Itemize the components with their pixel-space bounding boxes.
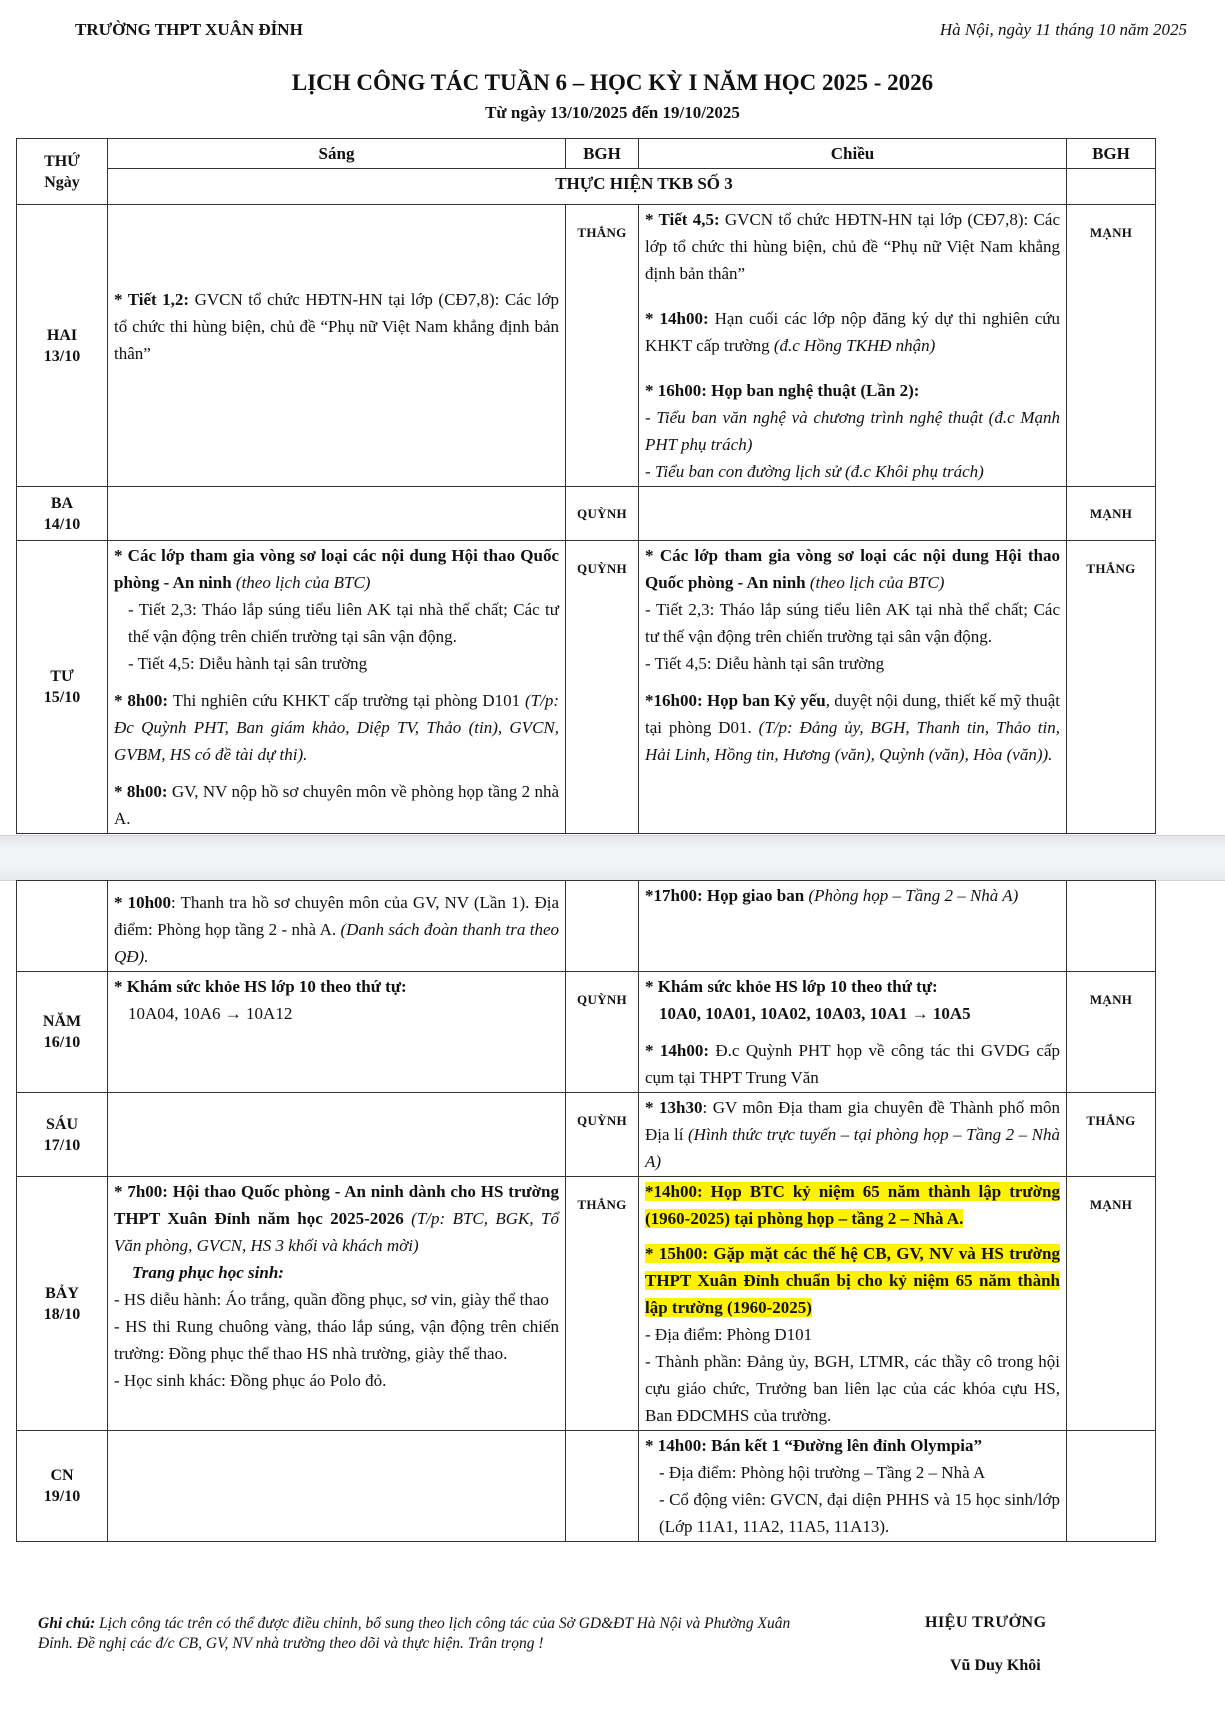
monday-morning: * Tiết 1,2: GVCN tổ chức HĐTN-HN tại lớp (CĐ7,8): Các lớp tổ chức thi hùng biện, chủ đề “Phụ nữ Việt Nam khẳng định bản thân” xyxy=(108,205,566,487)
wednesday-morning-cont: * 10h00: Thanh tra hồ sơ chuyên môn của GV, NV (Lần 1). Địa điểm: Phòng họp tầng 2 - nhà A. (Danh sách đoàn thanh tra theo QĐ). xyxy=(108,881,566,972)
day-cell-thursday: NĂM 16/10 xyxy=(17,972,108,1093)
signature-name: Vũ Duy Khôi xyxy=(950,1657,1041,1674)
col-day-header: THỨ Ngày xyxy=(17,139,108,205)
thursday-morning: * Khám sức khỏe HS lớp 10 theo thứ tự: 10A04, 10A6 → 10A12 xyxy=(108,972,566,1093)
col-morning-header: Sáng xyxy=(108,139,566,169)
schedule-table-part-1 xyxy=(16,138,1156,834)
row-friday xyxy=(17,1093,1156,1177)
row-saturday xyxy=(17,1177,1156,1431)
row-tuesday xyxy=(17,487,1156,541)
day-cell-wednesday: TƯ 15/10 xyxy=(17,541,108,834)
saturday-afternoon: *14h00: Họp BTC kỷ niệm 65 năm thành lập trường (1960-2025) tại phòng họp – tầng 2 – Nhà A. * 15h00: Gặp mặt các thế hệ CB, GV, NV và HS trường THPT Xuân Đỉnh chuẩn bị cho kỷ niệm 65 năm thành lập trường (1960-2025) - Địa điểm: Phòng D101 - Thành phần: Đảng ủy, BGH, LTMR, các thầy cô trong hội cựu giáo chức, Trưởng ban liên lạc của các khóa cựu HS, Ban ĐDCMHS của trường. xyxy=(639,1177,1067,1431)
day-cell-sunday: CN 19/10 xyxy=(17,1431,108,1542)
day-cell-saturday: BẢY 18/10 xyxy=(17,1177,108,1431)
thursday-bgh-am: QUỲNH xyxy=(566,972,639,1093)
page-title: LỊCH CÔNG TÁC TUẦN 6 – HỌC KỲ I NĂM HỌC 2025 - 2026 xyxy=(291,70,934,95)
friday-afternoon: * 13h30: GV môn Địa tham gia chuyên đề Thành phố môn Địa lí (Hình thức trực tuyến – tại phòng họp – Tầng 2 – Nhà A) xyxy=(639,1093,1067,1177)
monday-afternoon: * Tiết 4,5: GVCN tổ chức HĐTN-HN tại lớp (CĐ7,8): Các lớp tổ chức thi hùng biện, chủ đề “Phụ nữ Việt Nam khẳng định bản thân” * 14h00: Hạn cuối các lớp nộp đăng ký dự thi nghiên cứu KHKT cấp trường (đ.c Hồng TKHĐ nhận) * 16h00: Họp ban nghệ thuật (Lần 2): - Tiểu ban văn nghệ và chương trình nghệ thuật (đ.c Mạnh PHT phụ trách) - Tiểu ban con đường lịch sử (đ.c Khôi phụ trách) xyxy=(639,205,1067,487)
page-divider xyxy=(0,835,1225,881)
tuesday-bgh-pm: MẠNH xyxy=(1067,487,1156,541)
wednesday-morning: * Các lớp tham gia vòng sơ loại các nội dung Hội thao Quốc phòng - An ninh (theo lịch của BTC) - Tiết 2,3: Tháo lắp súng tiểu liên AK tại nhà thể chất; Các tư thế vận động trên chiến trường tại sân vận động. - Tiết 4,5: Diễu hành tại sân trường * 8h00: Thi nghiên cứu KHKT cấp trường tại phòng D101 (T/p: Đc Quỳnh PHT, Ban giám khảo, Diệp TV, Thảo (tin), GVCN, GVBM, HS có đề tài dự thi). * 8h00: GV, NV nộp hồ sơ chuyên môn về phòng họp tầng 2 nhà A. xyxy=(108,541,566,834)
day-cell-friday: SÁU 17/10 xyxy=(17,1093,108,1177)
thursday-bgh-pm: MẠNH xyxy=(1067,972,1156,1093)
row-sunday xyxy=(17,1431,1156,1542)
wednesday-bgh-am: QUỲNH xyxy=(566,541,639,834)
wednesday-bgh-pm: THẮNG xyxy=(1067,541,1156,834)
day-cell-tuesday: BA 14/10 xyxy=(17,487,108,541)
schedule-table-part-2 xyxy=(16,880,1156,1542)
tuesday-bgh-am: QUỲNH xyxy=(566,487,639,541)
row-wednesday xyxy=(17,541,1156,834)
sunday-afternoon: * 14h00: Bán kết 1 “Đường lên đỉnh Olympia” - Địa điểm: Phòng hội trường – Tầng 2 – Nhà A - Cổ động viên: GVCN, đại diện PHHS và 15 học sinh/lớp (Lớp 11A1, 11A2, 11A5, 11A13). xyxy=(639,1431,1067,1542)
col-afternoon-header: Chiều xyxy=(639,139,1067,169)
saturday-morning: * 7h00: Hội thao Quốc phòng - An ninh dành cho HS trường THPT Xuân Đỉnh năm học 2025-2026 (T/p: BTC, BGK, Tổ Văn phòng, GVCN, HS 3 khối và khách mời) Trang phục học sinh: - HS diễu hành: Áo trắng, quần đồng phục, sơ vin, giày thể thao - HS thi Rung chuông vàng, tháo lắp súng, vận động trên chiến trường: Đồng phục thể thao HS nhà trường, giày thể thao. - Học sinh khác: Đồng phục áo Polo đỏ. xyxy=(108,1177,566,1431)
row-wednesday-cont xyxy=(17,881,1156,972)
col-bgh-header: BGH xyxy=(566,139,639,169)
wednesday-afternoon-cont: *17h00: Họp giao ban (Phòng họp – Tầng 2 – Nhà A) xyxy=(639,881,1067,972)
signature-role: HIỆU TRƯỞNG xyxy=(925,1614,1047,1631)
day-cell-monday: HAI 13/10 xyxy=(17,205,108,487)
row-monday xyxy=(17,205,1156,487)
tkb-label: THỰC HIỆN TKB SỐ 3 xyxy=(108,169,1067,205)
row-thursday xyxy=(17,972,1156,1093)
saturday-bgh-am: THẮNG xyxy=(566,1177,639,1431)
friday-bgh-pm: THẮNG xyxy=(1067,1093,1156,1177)
date-place: Hà Nội, ngày 11 tháng 10 năm 2025 xyxy=(939,20,1187,39)
saturday-bgh-pm: MẠNH xyxy=(1067,1177,1156,1431)
footer-note: Ghi chú: Lịch công tác trên có thể được điều chỉnh, bổ sung theo lịch công tác của Sở GD&ĐT Hà Nội và Phường Xuân Đỉnh. Đề nghị các đ/c CB, GV, NV nhà trường theo dõi và thực hiện. Trân trọng ! xyxy=(38,1615,791,1652)
thursday-afternoon: * Khám sức khỏe HS lớp 10 theo thứ tự: 10A0, 10A01, 10A02, 10A03, 10A1 → 10A5 * 14h00: Đ.c Quỳnh PHT họp về công tác thi GVDG cấp cụm tại THPT Trung Văn xyxy=(639,972,1067,1093)
date-range: Từ ngày 13/10/2025 đến 19/10/2025 xyxy=(485,103,740,122)
col-bgh2-header: BGH xyxy=(1067,139,1156,169)
school-name: TRƯỜNG THPT XUÂN ĐỈNH xyxy=(75,20,303,39)
friday-bgh-am: QUỲNH xyxy=(566,1093,639,1177)
monday-bgh-am: THẮNG xyxy=(566,205,639,487)
monday-bgh-pm: MẠNH xyxy=(1067,205,1156,487)
wednesday-afternoon: * Các lớp tham gia vòng sơ loại các nội dung Hội thao Quốc phòng - An ninh (theo lịch của BTC) - Tiết 2,3: Tháo lắp súng tiểu liên AK tại nhà thể chất; Các tư thế vận động trên chiến trường tại sân vận động. - Tiết 4,5: Diễu hành tại sân trường *16h00: Họp ban Kỷ yếu, duyệt nội dung, thiết kế mỹ thuật tại phòng D01. (T/p: Đảng ủy, BGH, Thanh tin, Thảo tin, Hải Linh, Hồng tin, Hương (văn), Quỳnh (văn), Hòa (văn)). xyxy=(639,541,1067,834)
